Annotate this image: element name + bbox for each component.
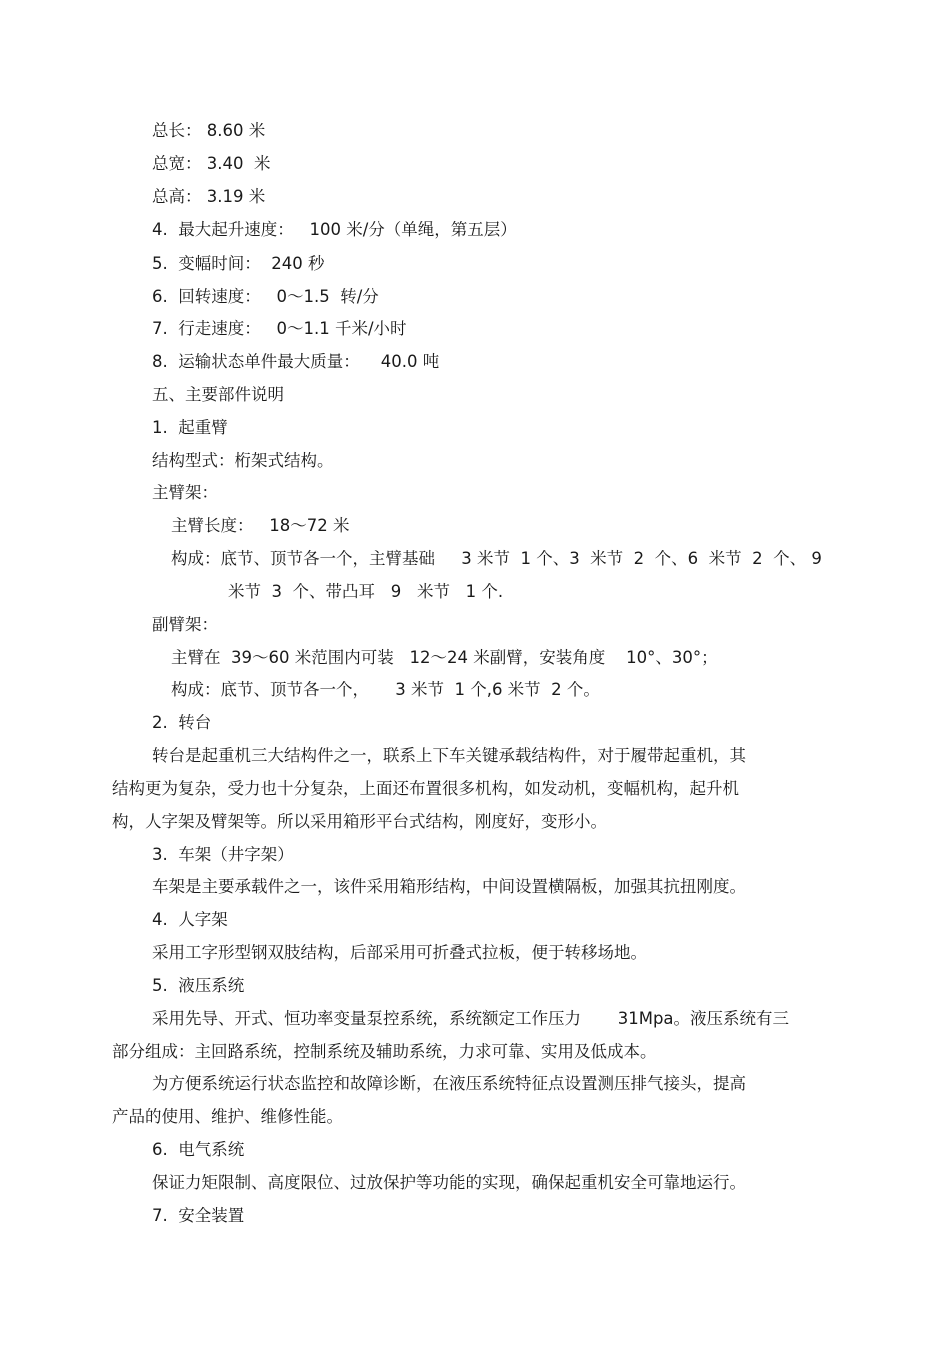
subheading-jib: 副臂架：: [152, 615, 218, 634]
subheading-turntable: 2. 转台: [152, 713, 212, 732]
subheading-electrical-system: 6. 电气系统: [152, 1140, 245, 1159]
spec-luffing-time: 5. 变幅时间： 240 秒: [152, 254, 325, 273]
subheading-boom: 1. 起重臂: [152, 418, 228, 437]
paragraph-line: 主臂长度： 18～72 米: [171, 516, 350, 535]
paragraph-line: 构，人字架及臂架等。所以采用箱形平台式结构，刚度好，变形小。: [112, 812, 607, 831]
subheading-hydraulic-system: 5. 液压系统: [152, 976, 245, 995]
spec-max-lift-speed: 4. 最大起升速度： 100 米/分（单绳，第五层）: [152, 220, 517, 239]
subheading-main-boom: 主臂架：: [152, 483, 218, 502]
paragraph-line: 保证力矩限制、高度限位、过放保护等功能的实现，确保起重机安全可靠地运行。: [152, 1173, 746, 1192]
paragraph-line: 构成：底节、顶节各一个， 3 米节 1 个,6 米节 2 个。: [171, 680, 600, 699]
paragraph-line: 结构型式：桁架式结构。: [152, 451, 334, 470]
paragraph-line: 产品的使用、维护、维修性能。: [112, 1107, 343, 1126]
paragraph-line: 部分组成：主回路系统，控制系统及辅助系统，力求可靠、实用及低成本。: [112, 1042, 657, 1061]
paragraph-line: 结构更为复杂，受力也十分复杂，上面还布置很多机构，如发动机，变幅机构，起升机: [112, 779, 739, 798]
paragraph-line: 米节 3 个、带凸耳 9 米节 1 个.: [228, 582, 504, 601]
section-heading-main-components: 五、主要部件说明: [152, 385, 284, 404]
paragraph-line: 转台是起重机三大结构件之一，联系上下车关键承载结构件，对于履带起重机，其: [152, 746, 746, 765]
subheading-safety-devices: 7. 安全装置: [152, 1206, 245, 1225]
paragraph-line: 采用工字形型钢双肢结构，后部采用可折叠式拉板，便于转移场地。: [152, 943, 647, 962]
subheading-a-frame: 4. 人字架: [152, 910, 228, 929]
paragraph-line: 为方便系统运行状态监控和故障诊断，在液压系统特征点设置测压排气接头，提高: [152, 1074, 746, 1093]
paragraph-line: 主臂在 39～60 米范围内可装 12～24 米副臂，安装角度 10°、30°；: [171, 648, 718, 667]
paragraph-line: 构成：底节、顶节各一个，主臂基础 3 米节 1 个、3 米节 2 个、6 米节 2 个、 9: [171, 549, 822, 568]
spec-total-height: 总高： 3.19 米: [152, 187, 266, 206]
spec-slewing-speed: 6. 回转速度： 0～1.5 转/分: [152, 287, 379, 306]
paragraph-line: 车架是主要承载件之一，该件采用箱形结构，中间设置横隔板，加强其抗扭刚度。: [152, 877, 746, 896]
spec-total-length: 总长： 8.60 米: [152, 121, 266, 140]
spec-total-width: 总宽： 3.40 米: [152, 154, 271, 173]
subheading-frame: 3. 车架（井字架）: [152, 845, 294, 864]
spec-max-transport-mass: 8. 运输状态单件最大质量： 40.0 吨: [152, 352, 440, 371]
spec-travel-speed: 7. 行走速度： 0～1.1 千米/小时: [152, 319, 407, 338]
paragraph-line: 采用先导、开式、恒功率变量泵控系统，系统额定工作压力 31Mpa。液压系统有三: [152, 1009, 790, 1028]
